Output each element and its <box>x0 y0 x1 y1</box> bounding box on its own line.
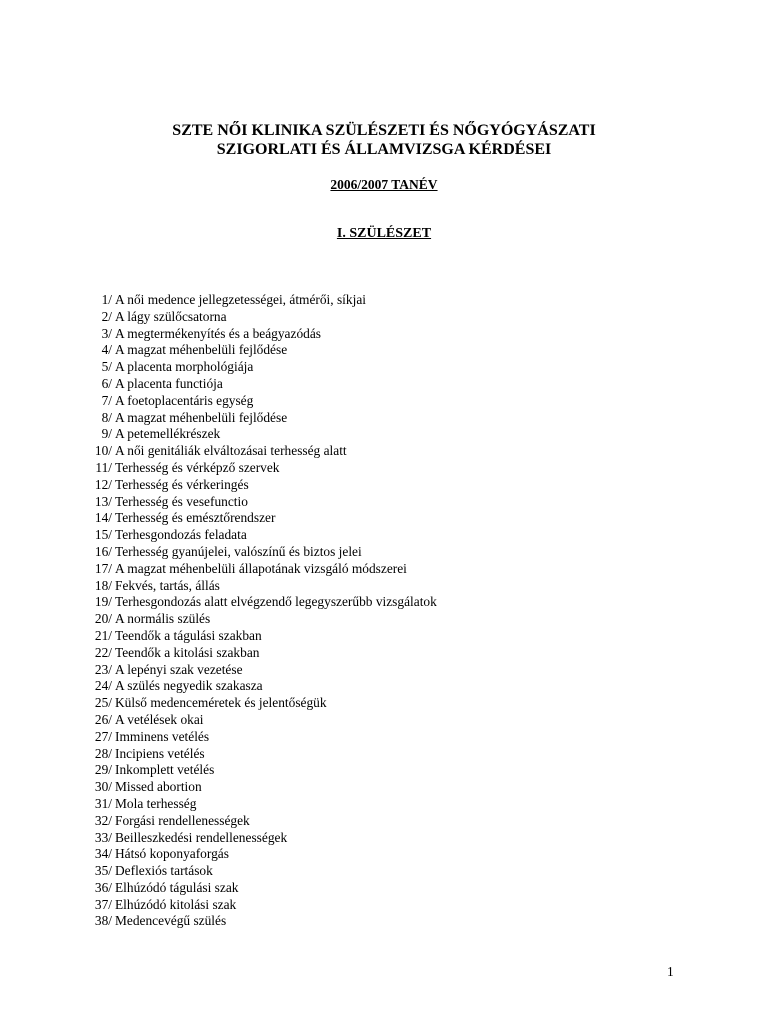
question-text: Medencevégű szülés <box>115 913 227 929</box>
academic-year-heading <box>0 176 768 194</box>
question-number: 26/ <box>94 711 112 727</box>
question-item <box>82 460 437 477</box>
question-text: Beilleszkedési rendellenességek <box>115 829 288 845</box>
section-heading <box>0 225 768 243</box>
question-text: Hátsó koponyaforgás <box>115 846 229 862</box>
section-heading-text: I. SZÜLÉSZET <box>336 226 432 241</box>
question-item <box>82 443 437 460</box>
question-item <box>82 359 437 376</box>
question-item <box>82 813 437 830</box>
question-number: 19/ <box>94 594 112 610</box>
question-text: Teendők a tágulási szakban <box>115 627 262 643</box>
question-item <box>82 309 437 326</box>
question-item <box>82 695 437 712</box>
question-text: Imminens vetélés <box>115 728 210 744</box>
question-number: 36/ <box>94 879 112 895</box>
question-item <box>82 578 437 595</box>
question-item <box>82 880 437 897</box>
question-text: Elhúzódó kitolási szak <box>115 896 237 912</box>
question-item <box>82 527 437 544</box>
question-item <box>82 746 437 763</box>
question-item <box>82 779 437 796</box>
question-item <box>82 662 437 679</box>
question-item <box>82 376 437 393</box>
question-item <box>82 510 437 527</box>
question-item <box>82 326 437 343</box>
question-text: A megtermékenyítés és a beágyazódás <box>115 325 321 341</box>
question-item <box>82 762 437 779</box>
question-number: 23/ <box>94 661 112 677</box>
academic-year-text: 2006/2007 TANÉV <box>330 177 438 192</box>
question-number: 4/ <box>101 342 112 358</box>
question-item <box>82 611 437 628</box>
question-number: 38/ <box>94 913 112 929</box>
question-number: 7/ <box>101 392 112 408</box>
question-text: Külső medenceméretek és jelentőségük <box>115 695 327 711</box>
question-number: 18/ <box>94 577 112 593</box>
question-number: 32/ <box>94 812 112 828</box>
question-text: Mola terhesség <box>115 795 197 811</box>
question-text: Fekvés, tartás, állás <box>115 577 220 593</box>
question-text: Missed abortion <box>115 779 202 795</box>
question-item <box>82 410 437 427</box>
question-text: Teendők a kitolási szakban <box>115 644 260 660</box>
question-item <box>82 645 437 662</box>
question-text: A placenta morphológiája <box>115 359 254 375</box>
question-list <box>82 292 437 930</box>
question-number: 17/ <box>94 560 112 576</box>
question-text: A lágy szülőcsatorna <box>115 308 227 324</box>
question-item <box>82 913 437 930</box>
question-item <box>82 846 437 863</box>
question-item <box>82 494 437 511</box>
question-number: 11/ <box>95 459 112 475</box>
question-item <box>82 830 437 847</box>
question-text: A petemellékrészek <box>115 426 221 442</box>
question-item <box>82 342 437 359</box>
question-text: A magzat méhenbelüli fejlődése <box>115 409 288 425</box>
question-text: A női medence jellegzetességei, átmérői, síkjai <box>115 292 366 307</box>
question-number: 8/ <box>101 409 112 425</box>
question-text: A normális szülés <box>115 611 211 627</box>
question-number: 1/ <box>101 292 112 307</box>
question-text: A lepényi szak vezetése <box>115 661 243 677</box>
question-text: A foetoplacentáris egység <box>115 392 254 408</box>
question-number: 33/ <box>94 829 112 845</box>
question-number: 28/ <box>94 745 112 761</box>
question-number: 10/ <box>94 443 112 459</box>
question-number: 34/ <box>94 846 112 862</box>
question-text: Forgási rendellenességek <box>115 812 250 828</box>
document-title-line-2: SZIGORLATI ÉS ÁLLAMVIZSGA KÉRDÉSEI <box>216 141 552 158</box>
question-item <box>82 561 437 578</box>
page-number: 1 <box>667 964 674 979</box>
question-text: Terhesgondozás feladata <box>115 527 247 543</box>
question-number: 2/ <box>101 308 112 324</box>
question-item <box>82 393 437 410</box>
question-text: A női genitáliák elváltozásai terhesség alatt <box>115 443 347 459</box>
question-item <box>82 897 437 914</box>
question-number: 30/ <box>94 779 112 795</box>
question-item <box>82 544 437 561</box>
question-number: 14/ <box>94 510 112 526</box>
question-text: Incipiens vetélés <box>115 745 205 761</box>
question-text: A vetélések okai <box>115 711 204 727</box>
question-number: 5/ <box>101 359 112 375</box>
question-item <box>82 678 437 695</box>
question-number: 15/ <box>94 527 112 543</box>
question-number: 16/ <box>94 543 112 559</box>
question-number: 3/ <box>101 325 112 341</box>
question-number: 22/ <box>94 644 112 660</box>
question-item <box>82 426 437 443</box>
question-item <box>82 594 437 611</box>
question-item <box>82 796 437 813</box>
question-text: A placenta functiója <box>115 375 223 391</box>
question-text: A magzat méhenbelüli fejlődése <box>115 342 288 358</box>
question-number: 12/ <box>94 476 112 492</box>
question-number: 20/ <box>94 611 112 627</box>
question-item <box>82 729 437 746</box>
question-number: 25/ <box>94 695 112 711</box>
question-text: Terhesség és vesefunctio <box>115 493 248 509</box>
document-title-line-1: SZTE NŐI KLINIKA SZÜLÉSZETI ÉS NŐGYÓGYÁSZATI <box>172 122 596 139</box>
question-number: 31/ <box>94 795 112 811</box>
question-number: 9/ <box>101 426 112 442</box>
question-item <box>82 292 437 309</box>
question-text: Inkomplett vetélés <box>115 762 215 778</box>
question-number: 21/ <box>94 627 112 643</box>
question-item <box>82 477 437 494</box>
question-number: 29/ <box>94 762 112 778</box>
question-text: Terhesség és emésztőrendszer <box>115 510 276 526</box>
question-number: 24/ <box>94 678 112 694</box>
question-text: Terhesség és vérkeringés <box>115 476 249 492</box>
question-item <box>82 863 437 880</box>
question-text: Deflexiós tartások <box>115 863 213 879</box>
question-number: 35/ <box>94 863 112 879</box>
question-number: 27/ <box>94 728 112 744</box>
question-text: Terhesség gyanújelei, valószínű és biztos jelei <box>115 543 362 559</box>
question-item <box>82 628 437 645</box>
question-number: 13/ <box>94 493 112 509</box>
question-item <box>82 712 437 729</box>
question-text: Terhesség és vérképző szervek <box>115 459 280 475</box>
question-number: 37/ <box>94 896 112 912</box>
question-text: A szülés negyedik szakasza <box>115 678 263 694</box>
question-number: 6/ <box>101 375 112 391</box>
question-text: A magzat méhenbelüli állapotának vizsgáló módszerei <box>115 560 407 576</box>
question-text: Elhúzódó tágulási szak <box>115 879 239 895</box>
question-text: Terhesgondozás alatt elvégzendő legegyszerűbb vizsgálatok <box>115 594 437 610</box>
